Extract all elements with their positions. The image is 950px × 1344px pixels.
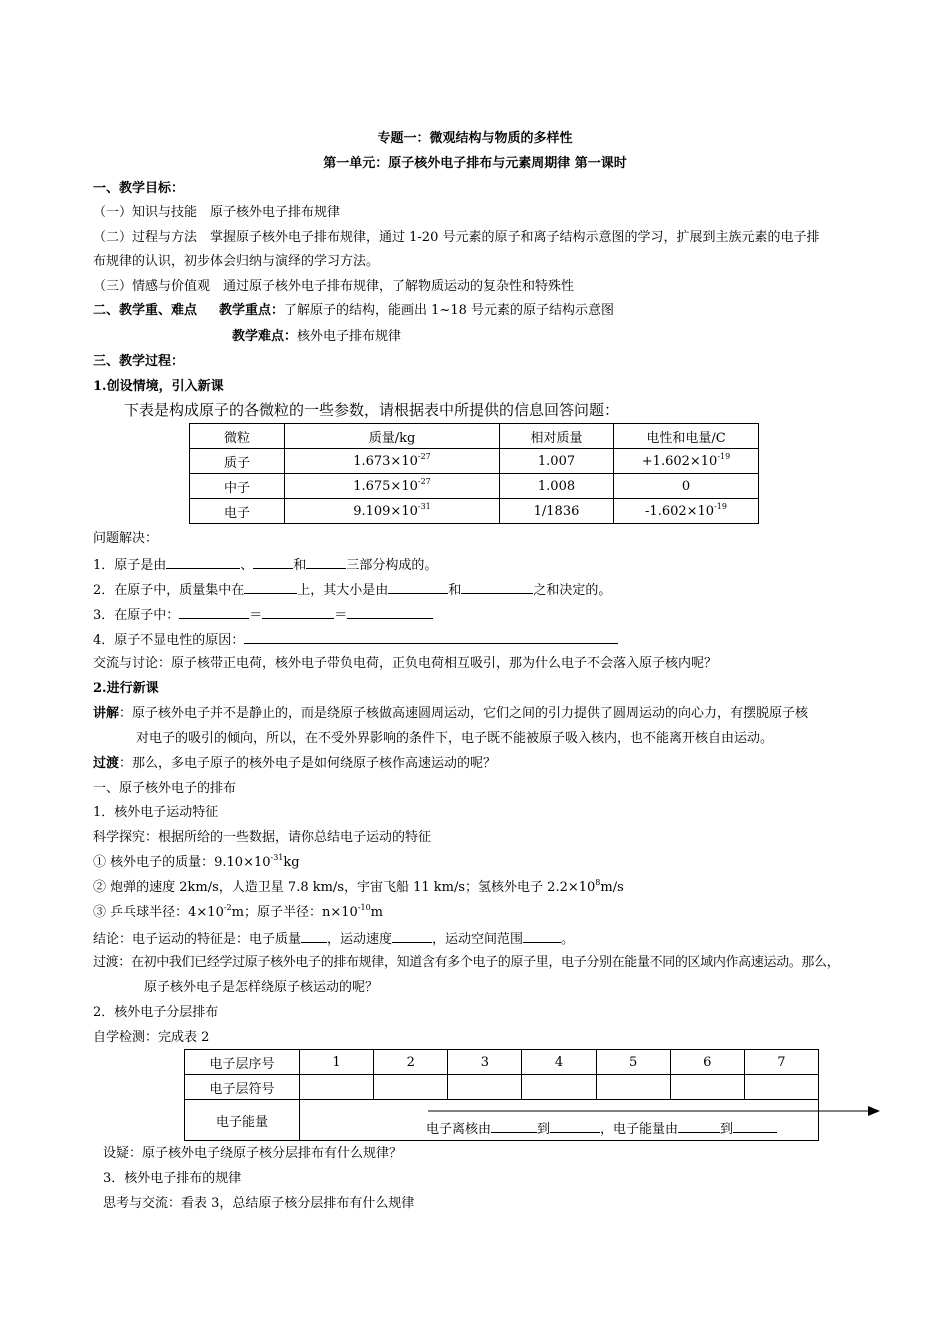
subsection-heading: 1．核外电子运动特征 <box>93 805 219 820</box>
answer-blank[interactable] <box>550 1119 600 1133</box>
question-2: 2．在原子中，质量集中在 上，其大小是由 和 之和决定的。 <box>93 580 611 600</box>
data-item: ② 炮弹的速度 2km/s，人造卫星 7.8 km/s，宇宙飞船 11 km/s；氢核外电子 $2.2\times 10^8m/s$ <box>93 878 624 895</box>
subsection-heading: 一、原子核外电子的排布 <box>93 781 237 796</box>
table-cell: 7 <box>744 1050 818 1075</box>
table-header: 相对质量 <box>500 424 614 449</box>
step-heading: 2.进行新课 <box>93 681 159 696</box>
input-cell[interactable] <box>744 1075 818 1100</box>
transition-text: 过渡：在初中我们已经学过原子核外电子的排布规律，知道含有多个电子的原子里，电子分别在能量不同的区域内作高速运动。那么， <box>93 955 840 970</box>
table-cell: $-1.602\times 10^{-19}$ <box>614 499 759 524</box>
doc-title: 专题一：微观结构与物质的多样性 <box>377 131 573 146</box>
answer-blank[interactable] <box>388 580 448 594</box>
table-cell: 0 <box>614 474 759 499</box>
table-row <box>190 449 759 474</box>
table-cell: 1.007 <box>500 449 614 474</box>
question-3: 3．在原子中： ＝ ＝ <box>93 605 433 625</box>
answer-blank[interactable] <box>306 555 346 569</box>
table-header: 电性和电量/C <box>614 424 759 449</box>
lecture-text: 讲解：原子核外电子并不是静止的，而是绕原子核做高速圆周运动，它们之间的引力提供了圆周运动的向心力，有摆脱原子核 <box>93 706 809 721</box>
table-header: 质量/kg <box>285 424 500 449</box>
table-cell: 质子 <box>190 449 285 474</box>
energy-cell <box>300 1100 819 1141</box>
table-header-row <box>190 424 759 449</box>
section-heading: 二、教学重、难点 <box>93 303 198 318</box>
answer-blank[interactable] <box>301 929 327 943</box>
key-text: 了解原子的结构，能画出 1~18 号元素的原子结构示意图 <box>284 303 615 318</box>
step-heading: 1.创设情境，引入新课 <box>93 379 224 394</box>
answer-blank[interactable] <box>461 580 533 594</box>
table-row <box>190 474 759 499</box>
key-points-line <box>93 302 614 320</box>
goal-item: （三）情感与价值观 通过原子核外电子排布规律，了解物质运动的复杂性和特殊性 <box>93 279 575 294</box>
answer-blank[interactable] <box>523 929 561 943</box>
answer-blank[interactable] <box>166 555 240 569</box>
answer-blank[interactable] <box>253 555 293 569</box>
self-check-text: 自学检测：完成表 2 <box>93 1030 210 1045</box>
table-cell: 1.008 <box>500 474 614 499</box>
subsection-heading: 2．核外电子分层排布 <box>93 1005 219 1020</box>
lecture-text-cont: 对电子的吸引的倾向，所以，在不受外界影响的条件下，电子既不能被原子吸入核内，也不能离开核自由运动。 <box>136 731 774 746</box>
answer-blank[interactable] <box>347 605 433 619</box>
table-header: 电子能量 <box>185 1100 300 1141</box>
input-cell[interactable] <box>670 1075 744 1100</box>
answer-blank[interactable] <box>244 630 618 644</box>
conclusion-text: 结论：电子运动的特征是：电子质量 ，运动速度 ，运动空间范围 。 <box>93 929 574 949</box>
question-heading: 问题解决： <box>93 531 159 546</box>
table-row <box>185 1075 819 1100</box>
energy-arrow-icon <box>428 1105 880 1117</box>
subsection-heading: 3．核外电子排布的规律 <box>103 1171 242 1186</box>
difficulty-line <box>232 328 401 346</box>
table-row <box>185 1050 819 1075</box>
table-cell: 3 <box>448 1050 522 1075</box>
input-cell[interactable] <box>374 1075 448 1100</box>
input-cell[interactable] <box>596 1075 670 1100</box>
table-cell: 4 <box>522 1050 596 1075</box>
table-cell: $9.109\times 10^{-31}$ <box>285 499 500 524</box>
discussion-text: 交流与讨论：原子核带正电荷，核外电子带负电荷，正负电荷相互吸引，那为什么电子不会落入原子核内呢？ <box>93 656 718 671</box>
difficulty-label: 教学难点： <box>232 329 298 344</box>
particle-table <box>189 423 759 524</box>
input-cell[interactable] <box>448 1075 522 1100</box>
answer-blank[interactable] <box>733 1119 777 1133</box>
table-cell: $1.675\times 10^{-27}$ <box>285 474 500 499</box>
think-text: 思考与交流：看表 3，总结原子核分层排布有什么规律 <box>103 1196 415 1211</box>
data-item: ① 核外电子的质量：$9.10\times 10^{-31}kg$ <box>93 853 300 870</box>
table-cell: 1/1836 <box>500 499 614 524</box>
explore-text: 科学探究：根据所给的一些数据，请你总结电子运动的特征 <box>93 830 432 845</box>
table-header: 电子层符号 <box>185 1075 300 1100</box>
transition-text-cont: 原子核外电子是怎样绕原子核运动的呢？ <box>144 980 379 995</box>
table-header: 微粒 <box>190 424 285 449</box>
energy-text: 电子离核由 到 ，电子能量由 到 <box>426 1119 777 1138</box>
difficulty-text: 核外电子排布规律 <box>297 329 402 344</box>
answer-blank[interactable] <box>244 580 297 594</box>
answer-blank[interactable] <box>262 605 334 619</box>
shell-table <box>184 1049 819 1141</box>
transition-text: 过渡：那么，多电子原子的核外电子是如何绕原子核作高速运动的呢？ <box>93 756 497 771</box>
table-cell: 5 <box>596 1050 670 1075</box>
question-1: 1．原子是由 、 和 三部分构成的。 <box>93 555 437 575</box>
section-heading: 三、教学过程： <box>93 354 185 369</box>
question-text: 设疑：原子核外电子绕原子核分层排布有什么规律？ <box>103 1146 403 1161</box>
key-label: 教学重点： <box>219 303 285 318</box>
table-cell: 1 <box>300 1050 374 1075</box>
input-cell[interactable] <box>522 1075 596 1100</box>
table-cell: $1.673\times 10^{-27}$ <box>285 449 500 474</box>
doc-subtitle: 第一单元：原子核外电子排布与元素周期律 第一课时 <box>323 156 627 171</box>
table-cell: 2 <box>374 1050 448 1075</box>
goal-item-cont: 布规律的认识，初步体会归纳与演绎的学习方法。 <box>93 254 380 269</box>
table-cell: 电子 <box>190 499 285 524</box>
table-row <box>190 499 759 524</box>
goal-item: （一）知识与技能 原子核外电子排布规律 <box>93 205 341 220</box>
question-4: 4．原子不显电性的原因： <box>93 630 618 650</box>
section-heading: 一、教学目标： <box>93 181 185 196</box>
intro-text: 下表是构成原子的各微粒的一些参数，请根据表中所提供的信息回答问题： <box>124 401 620 419</box>
table-cell: 中子 <box>190 474 285 499</box>
answer-blank[interactable] <box>491 1119 537 1133</box>
data-item: ③ 乒乓球半径：$4\times 10^{-2}m$；原子半径：$n\times 10^{-10}m$ <box>93 903 383 920</box>
answer-blank[interactable] <box>392 929 432 943</box>
table-header: 电子层序号 <box>185 1050 300 1075</box>
answer-blank[interactable] <box>678 1119 720 1133</box>
input-cell[interactable] <box>300 1075 374 1100</box>
table-cell: $+1.602\times 10^{-19}$ <box>614 449 759 474</box>
answer-blank[interactable] <box>179 605 249 619</box>
goal-item: （二）过程与方法 掌握原子核外电子排布规律，通过 1-20 号元素的原子和离子结构示意图的学习，扩展到主族元素的电子排 <box>93 230 820 245</box>
table-row <box>185 1100 819 1141</box>
table-cell: 6 <box>670 1050 744 1075</box>
